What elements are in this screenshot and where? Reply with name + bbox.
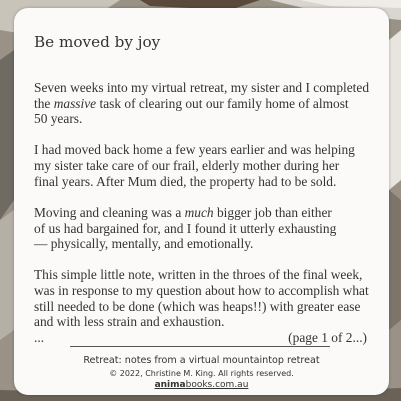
paragraph	[34, 205, 378, 252]
text-line	[34, 96, 378, 112]
card-title: Be moved by joy	[34, 33, 161, 51]
paragraph-gap	[34, 252, 378, 268]
text-run: my sister take care of our frail, elderly mother during her	[34, 158, 340, 174]
continuation-line	[34, 330, 367, 346]
text-run: This simple little note, written in the throes of the final week,	[34, 267, 363, 283]
text-run: of us had bargained for, and I found it utterly exhausting	[34, 220, 337, 236]
website-domain: books.com.au	[185, 380, 249, 390]
emphasis-text: much	[184, 204, 214, 220]
paragraph	[34, 267, 378, 329]
text-run: Moving and cleaning was a	[34, 204, 185, 220]
text-run: I had moved back home a few years earlier and was helping	[34, 142, 355, 158]
website-link[interactable]	[14, 380, 389, 390]
footer-divider	[70, 346, 330, 347]
page-indicator: (page 1 of 2...)	[288, 329, 367, 345]
text-run: task of clearing out our family home of almost	[96, 95, 349, 111]
paragraph	[34, 142, 378, 189]
text-run: — physically, mentally, and emotionally.	[34, 236, 254, 252]
text-line	[34, 205, 378, 221]
copyright-notice: © 2022, Christine M. King. All rights reserved.	[109, 369, 294, 378]
text-run: final years. After Mum died, the property had to be sold.	[34, 173, 337, 189]
emphasis-text: massive	[53, 95, 97, 111]
note-card	[14, 8, 389, 395]
website-brand: anima	[154, 380, 186, 390]
text-line	[34, 314, 378, 330]
text-run: bigger job than either	[213, 204, 332, 220]
text-line	[34, 267, 378, 283]
text-line	[34, 111, 378, 127]
paragraph-gap	[34, 127, 378, 143]
text-run: 50 years.	[34, 111, 83, 127]
text-line	[34, 283, 378, 299]
paragraph	[34, 80, 378, 127]
card-body	[34, 80, 378, 345]
text-line	[34, 158, 378, 174]
text-run: Seven weeks into my virtual retreat, my sister and I completed	[34, 80, 370, 95]
paragraph-gap	[34, 189, 378, 205]
text-run: still needed to be done (which was heaps!!) with greater ease	[34, 298, 361, 314]
series-title: Retreat: notes from a virtual mountaintop retreat	[83, 355, 320, 366]
text-run: and with less strain and exhaustion.	[34, 314, 225, 330]
text-line	[34, 174, 378, 190]
text-run: was in response to my question about how to accomplish what	[34, 283, 369, 298]
text-line	[34, 236, 378, 252]
text-line	[34, 142, 378, 158]
text-run: the	[34, 95, 54, 111]
ellipsis: ...	[34, 329, 45, 345]
text-line	[34, 299, 378, 315]
text-line	[34, 221, 378, 237]
text-line	[34, 80, 378, 96]
